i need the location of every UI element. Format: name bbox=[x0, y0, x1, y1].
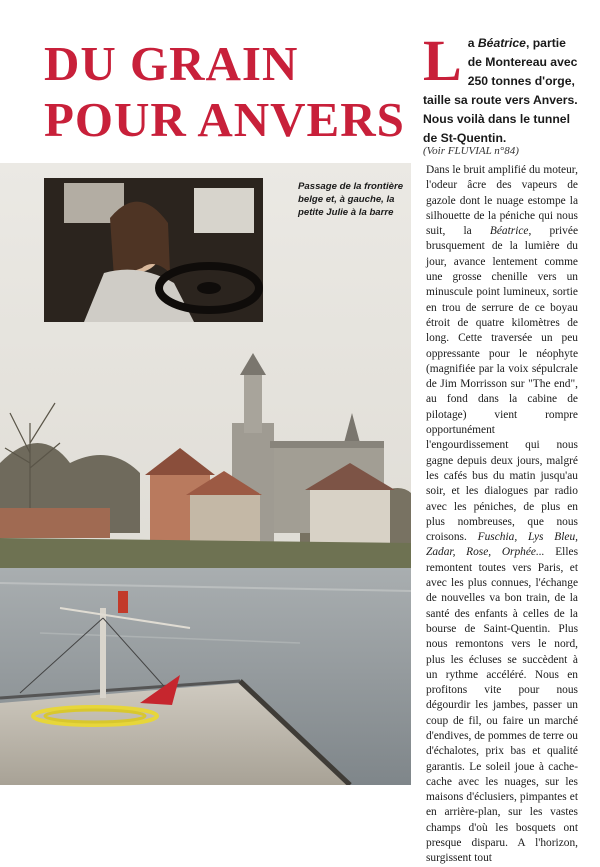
lead-part-1: a bbox=[467, 36, 478, 50]
title-line-1: DU GRAIN bbox=[44, 36, 299, 91]
article-body bbox=[426, 163, 578, 867]
body-part-3: Elles remontent toutes vers Paris, et avec les plus connues, l'échange de nouvelles va bon train, de la santé des enfants à celles de la bourse de Saint-Quentin. Plus nous remontons vers le nord, plus les écluses se succèdent à un rythme accéléré. Nous en profitons vite pour nous dégourdir les jambes, passer un coup de fil, ou faire un marché d'endives, de pommes de terre ou d'échalotes, prix bas et qualité garantis. Le soleil joue à cache-cache avec les nuages, sur les maisons d'éclusiers, pimpantes et en arrière-plan, sur les vastes champs d'où les bosquets ont presque disparu. A l'horizon, surgissent tout bbox=[426, 546, 579, 865]
body-part-2: , privée brusquement de la lumière du jour, avance lentement comme une grosse chenille vers un minuscule point lumineux, sortie en trou de serrure de ce boyau étroit de quatre kilomètres de long. Cette traversée un peu oppressante pour le néophyte (magnifiée par la voix sépulcrale de Jim Morrisson sur "The end", au fond dans la cabine de pilotage) vient rompre opportunément l'engourdissement qui nous gagne depuis deux jours, malgré les cafés bus du matin jusqu'au soir, et les dialogues par radio avec les péniches, de plus en plus nombreuses, que nous croisons. bbox=[426, 225, 578, 544]
body-part-1: Dans le bruit amplifié du moteur, l'odeur âcre des vapeurs de gazole dont le nuage estompe la silhouette de la péniche qui nous suit, la bbox=[426, 164, 578, 238]
lead-paragraph bbox=[423, 28, 583, 148]
reference-note: (Voir FLUVIAL n°84) bbox=[423, 145, 519, 157]
lead-boat-name: Béatrice bbox=[477, 36, 526, 50]
title-line-2: POUR ANVERS bbox=[44, 92, 405, 147]
drop-cap: L bbox=[423, 28, 462, 93]
photo-caption: Passage de la frontière belge et, à gauche, la petite Julie à la barre bbox=[298, 181, 404, 218]
body-boat-name: Béatrice bbox=[489, 225, 529, 238]
article-title bbox=[44, 36, 414, 148]
inset-photo-girl-at-helm bbox=[44, 178, 263, 322]
body-boat-list: Fuschia, Lys Bleu, Zadar, Rose, Orphée... bbox=[426, 531, 578, 559]
lead-part-2: , partie de Montereau avec 250 tonnes d'orge, taille sa route vers Anvers. Nous voilà dans le tunnel de St-Quentin. bbox=[423, 36, 578, 145]
girl-at-helm-image bbox=[44, 178, 263, 322]
